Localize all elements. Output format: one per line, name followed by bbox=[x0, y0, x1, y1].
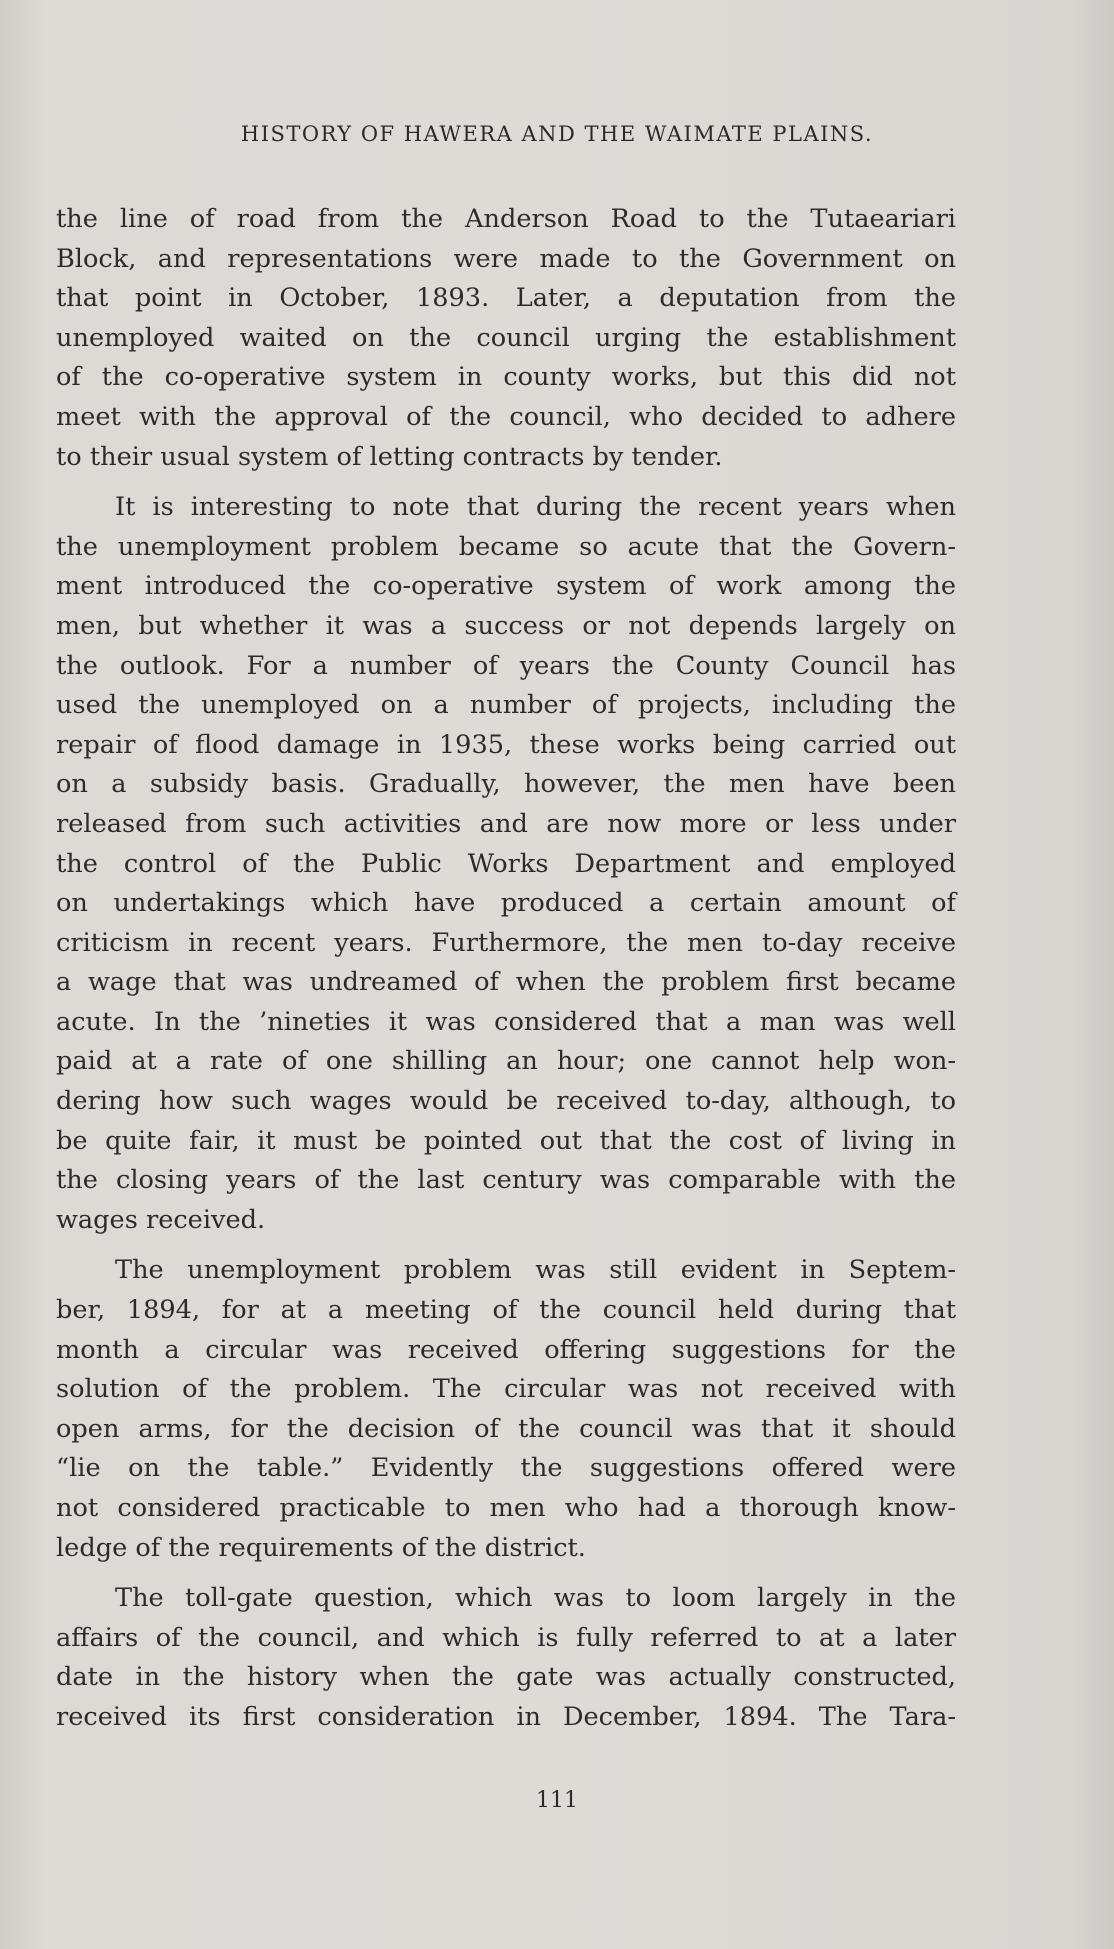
text-line: of the co-operative system in county works, but this did not bbox=[56, 362, 956, 393]
text-line: the unemployment problem became so acute that the Govern- bbox=[56, 531, 956, 562]
text-line: meet with the approval of the council, who decided to adhere bbox=[56, 401, 956, 432]
text-line: dering how such wages would be received to-day, although, to bbox=[56, 1086, 956, 1117]
text-line: affairs of the council, and which is fully referred to at a later bbox=[56, 1622, 956, 1653]
text-line: not considered practicable to men who had a thorough know- bbox=[56, 1493, 956, 1523]
text-line: repair of flood damage in 1935, these works being carried out bbox=[56, 729, 956, 760]
text-line: the outlook. For a number of years the County Council has bbox=[56, 650, 956, 681]
text-line: criticism in recent years. Furthermore, the men to-day receive bbox=[56, 927, 956, 958]
text-line: month a circular was received offering suggestions for the bbox=[56, 1334, 956, 1365]
text-line: unemployed waited on the council urging the establishment bbox=[56, 322, 956, 353]
text-line: The toll-gate question, which was to loom largely in the bbox=[115, 1583, 956, 1614]
text-line: ber, 1894, for at a meeting of the council held during that bbox=[56, 1295, 956, 1326]
running-title: HISTORY OF HAWERA AND THE WAIMATE PLAINS. bbox=[240, 122, 874, 146]
text-line: “lie on the table.” Evidently the suggestions offered were bbox=[56, 1453, 956, 1484]
text-line: ment introduced the co-operative system of work among the bbox=[56, 571, 956, 602]
text-line: received its first consideration in December, 1894. The Tara- bbox=[56, 1701, 956, 1732]
text-line: the control of the Public Works Department and employed bbox=[56, 848, 956, 879]
text-line: the closing years of the last century was comparable with the bbox=[56, 1165, 956, 1196]
text-line: released from such activities and are now more or less under bbox=[56, 808, 956, 839]
body-text bbox=[56, 200, 956, 1738]
text-line: It is interesting to note that during the recent years when bbox=[115, 492, 956, 523]
paragraph-2 bbox=[56, 488, 956, 1240]
text-line: solution of the problem. The circular was not received with bbox=[56, 1374, 956, 1405]
text-line: wages received. bbox=[56, 1204, 266, 1235]
paragraph-4 bbox=[56, 1579, 956, 1737]
text-line: ledge of the requirements of the district. bbox=[56, 1532, 586, 1563]
text-line: that point in October, 1893. Later, a deputation from the bbox=[56, 283, 956, 314]
paragraph-1 bbox=[56, 200, 956, 477]
text-line: a wage that was undreamed of when the problem first became bbox=[56, 967, 956, 998]
text-line: the line of road from the Anderson Road to the Tutaeariari bbox=[56, 204, 956, 234]
text-line: to their usual system of letting contracts by tender. bbox=[56, 441, 723, 472]
text-line: acute. In the ’nineties it was considered that a man was well bbox=[56, 1006, 956, 1037]
text-line: open arms, for the decision of the council was that it should bbox=[56, 1413, 956, 1444]
text-line: paid at a rate of one shilling an hour; one cannot help won- bbox=[56, 1046, 956, 1077]
page-number: 111 bbox=[536, 1788, 578, 1813]
text-line: on undertakings which have produced a certain amount of bbox=[56, 888, 956, 919]
text-line: on a subsidy basis. Gradually, however, the men have been bbox=[56, 769, 956, 800]
paragraph-3 bbox=[56, 1251, 956, 1568]
text-line: Block, and representations were made to the Government on bbox=[56, 243, 956, 274]
text-line: The unemployment problem was still evident in Septem- bbox=[115, 1255, 956, 1286]
text-line: used the unemployed on a number of projects, including the bbox=[56, 690, 956, 721]
text-line: date in the history when the gate was actually constructed, bbox=[56, 1662, 956, 1693]
text-line: men, but whether it was a success or not depends largely on bbox=[56, 610, 956, 641]
text-line: be quite fair, it must be pointed out that the cost of living in bbox=[56, 1125, 956, 1156]
